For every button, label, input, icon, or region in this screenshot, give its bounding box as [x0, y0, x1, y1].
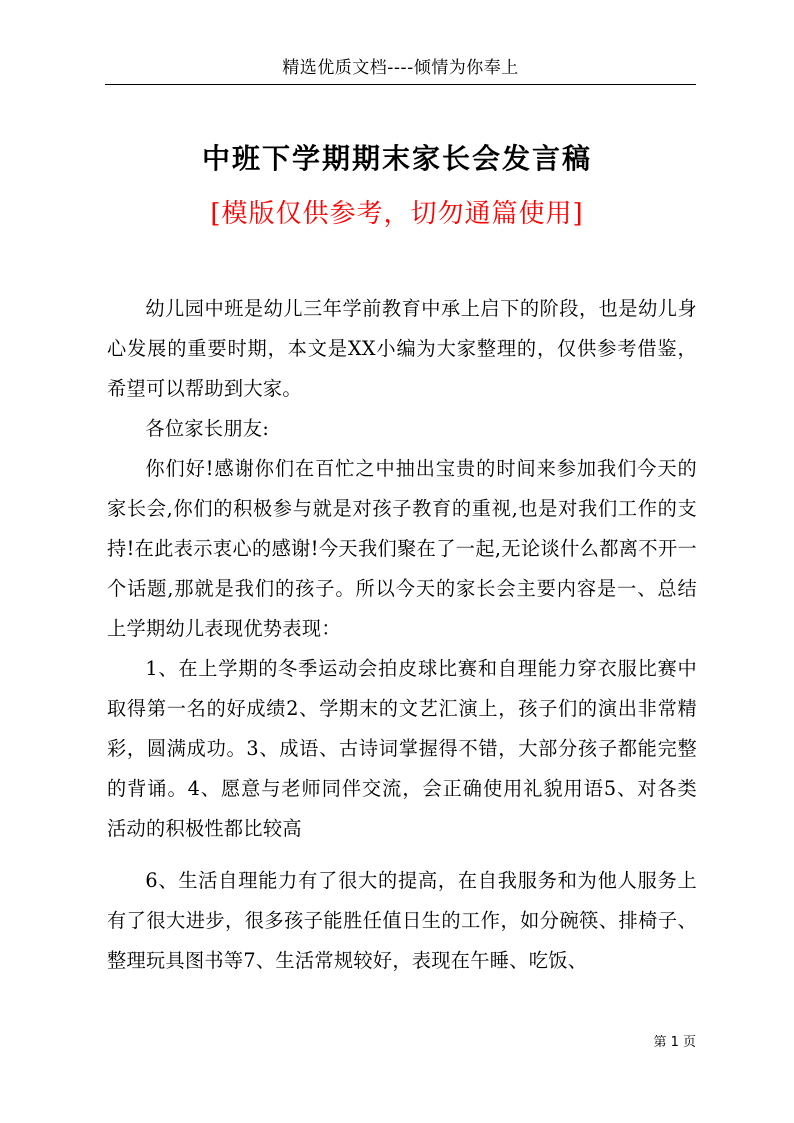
paragraph-intro: 幼儿园中班是幼儿三年学前教育中承上启下的阶段，也是幼儿身心发展的重要时期，本文是XX小编为大家整理的，仅供参考借鉴，希望可以帮助到大家。 [107, 297, 697, 400]
paragraph-self-care: 6、生活自理能力有了很大的提高，在自我服务和为他人服务上有了很大进步，很多孩子能胜任值日生的工作，如分碗筷、排椅子、整理玩具图书等7、生活常规较好，表现在午睡、吃饭、 [107, 869, 697, 972]
page-header [105, 52, 696, 85]
paragraph-salutation: 各位家长朋友: [145, 417, 270, 440]
page-number: 第 1 页 [653, 1035, 696, 1050]
document-subtitle: [模版仅供参考，切勿通篇使用] [210, 199, 584, 229]
document-title: 中班下学期期末家长会发言稿 [201, 142, 592, 175]
document-body [107, 289, 697, 981]
paragraph-achievements: 1、在上学期的冬季运动会拍皮球比赛和自理能力穿衣服比赛中取得第一名的好成绩2、学期末的文艺汇演上，孩子们的演出非常精彩，圆满成功。3、成语、古诗词掌握得不错，大部分孩子都能完整的背诵。4、愿意与老师同伴交流，会正确使用礼貌用语5、对各类活动的积极性都比较高 [107, 657, 697, 840]
paragraph-greeting: 你们好!感谢你们在百忙之中抽出宝贵的时间来参加我们今天的家长会,你们的积极参与就是对孩子教育的重视,也是对我们工作的支持!在此表示衷心的感谢!今天我们聚在了一起,无论谈什么都离不开一个话题,那就是我们的孩子。所以今天的家长会主要内容是一、总结上学期幼儿表现优势表现： [107, 457, 697, 640]
header-text: 精选优质文档----倾情为你奉上 [282, 58, 519, 78]
